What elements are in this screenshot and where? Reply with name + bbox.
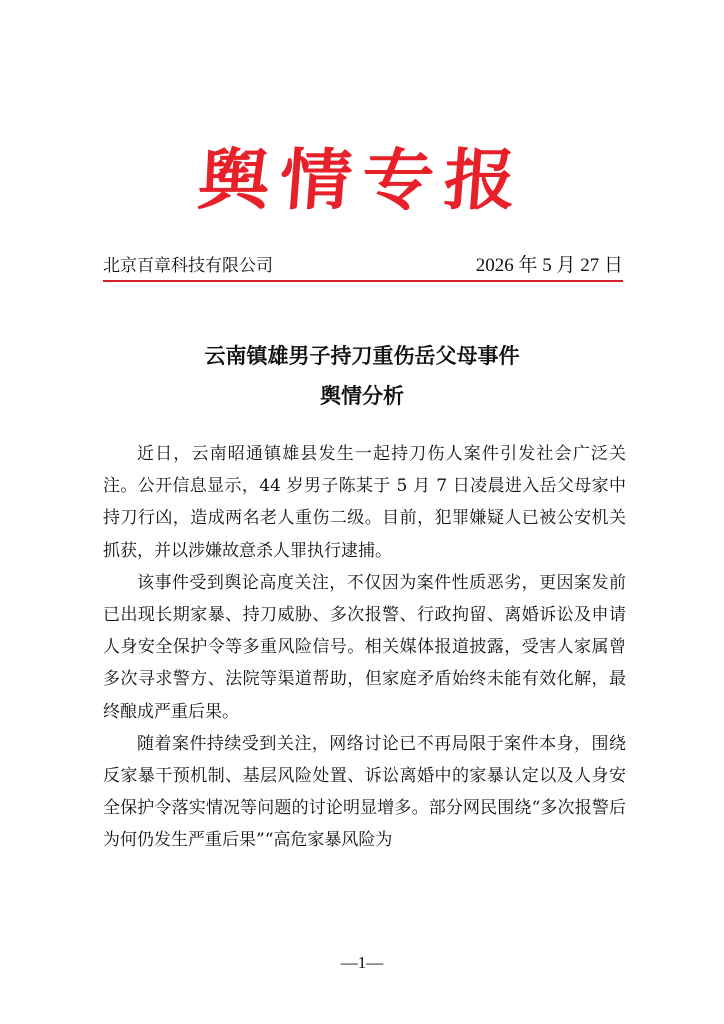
header-divider bbox=[103, 280, 623, 282]
document-body bbox=[103, 438, 626, 857]
body-paragraph: 随着案件持续受到关注，网络讨论已不再局限于案件本身，围绕反家暴干预机制、基层风险处置、诉讼离婚中的家暴认定以及人身安全保护令落实情况等问题的讨论明显增多。部分网民围绕“多次报警后为何仍发生严重后果”“高危家暴风险为 bbox=[103, 733, 626, 851]
body-paragraph: 近日，云南昭通镇雄县发生一起持刀伤人案件引发社会广泛关注。公开信息显示，44 岁男子陈某于 5 月 7 日凌晨进入岳父母家中持刀行凶，造成两名老人重伤二级。目前，犯罪嫌疑人已被公安机关抓获，并以涉嫌故意杀人罪执行逮捕。 bbox=[103, 444, 626, 561]
masthead-title: 舆情专报 bbox=[195, 140, 530, 219]
document-title-line-2: 舆情分析 bbox=[320, 383, 404, 408]
page-number: —1— bbox=[340, 953, 384, 972]
issue-date: 2026 年 5 月 27 日 bbox=[475, 255, 623, 276]
body-paragraph: 该事件受到舆论高度关注，不仅因为案件性质恶劣，更因案发前已出现长期家暴、持刀威胁、多次报警、行政拘留、离婚诉讼及申请人身安全保护令等多重风险信号。相关媒体报道披露，受害人家属曾多次寻求警方、法院等渠道帮助，但家庭矛盾始终未能有效化解，最终酿成严重后果。 bbox=[103, 572, 626, 722]
document-title-line-1: 云南镇雄男子持刀重伤岳父母事件 bbox=[204, 343, 520, 368]
document-header bbox=[103, 253, 623, 279]
organization-name: 北京百章科技有限公司 bbox=[103, 256, 273, 276]
